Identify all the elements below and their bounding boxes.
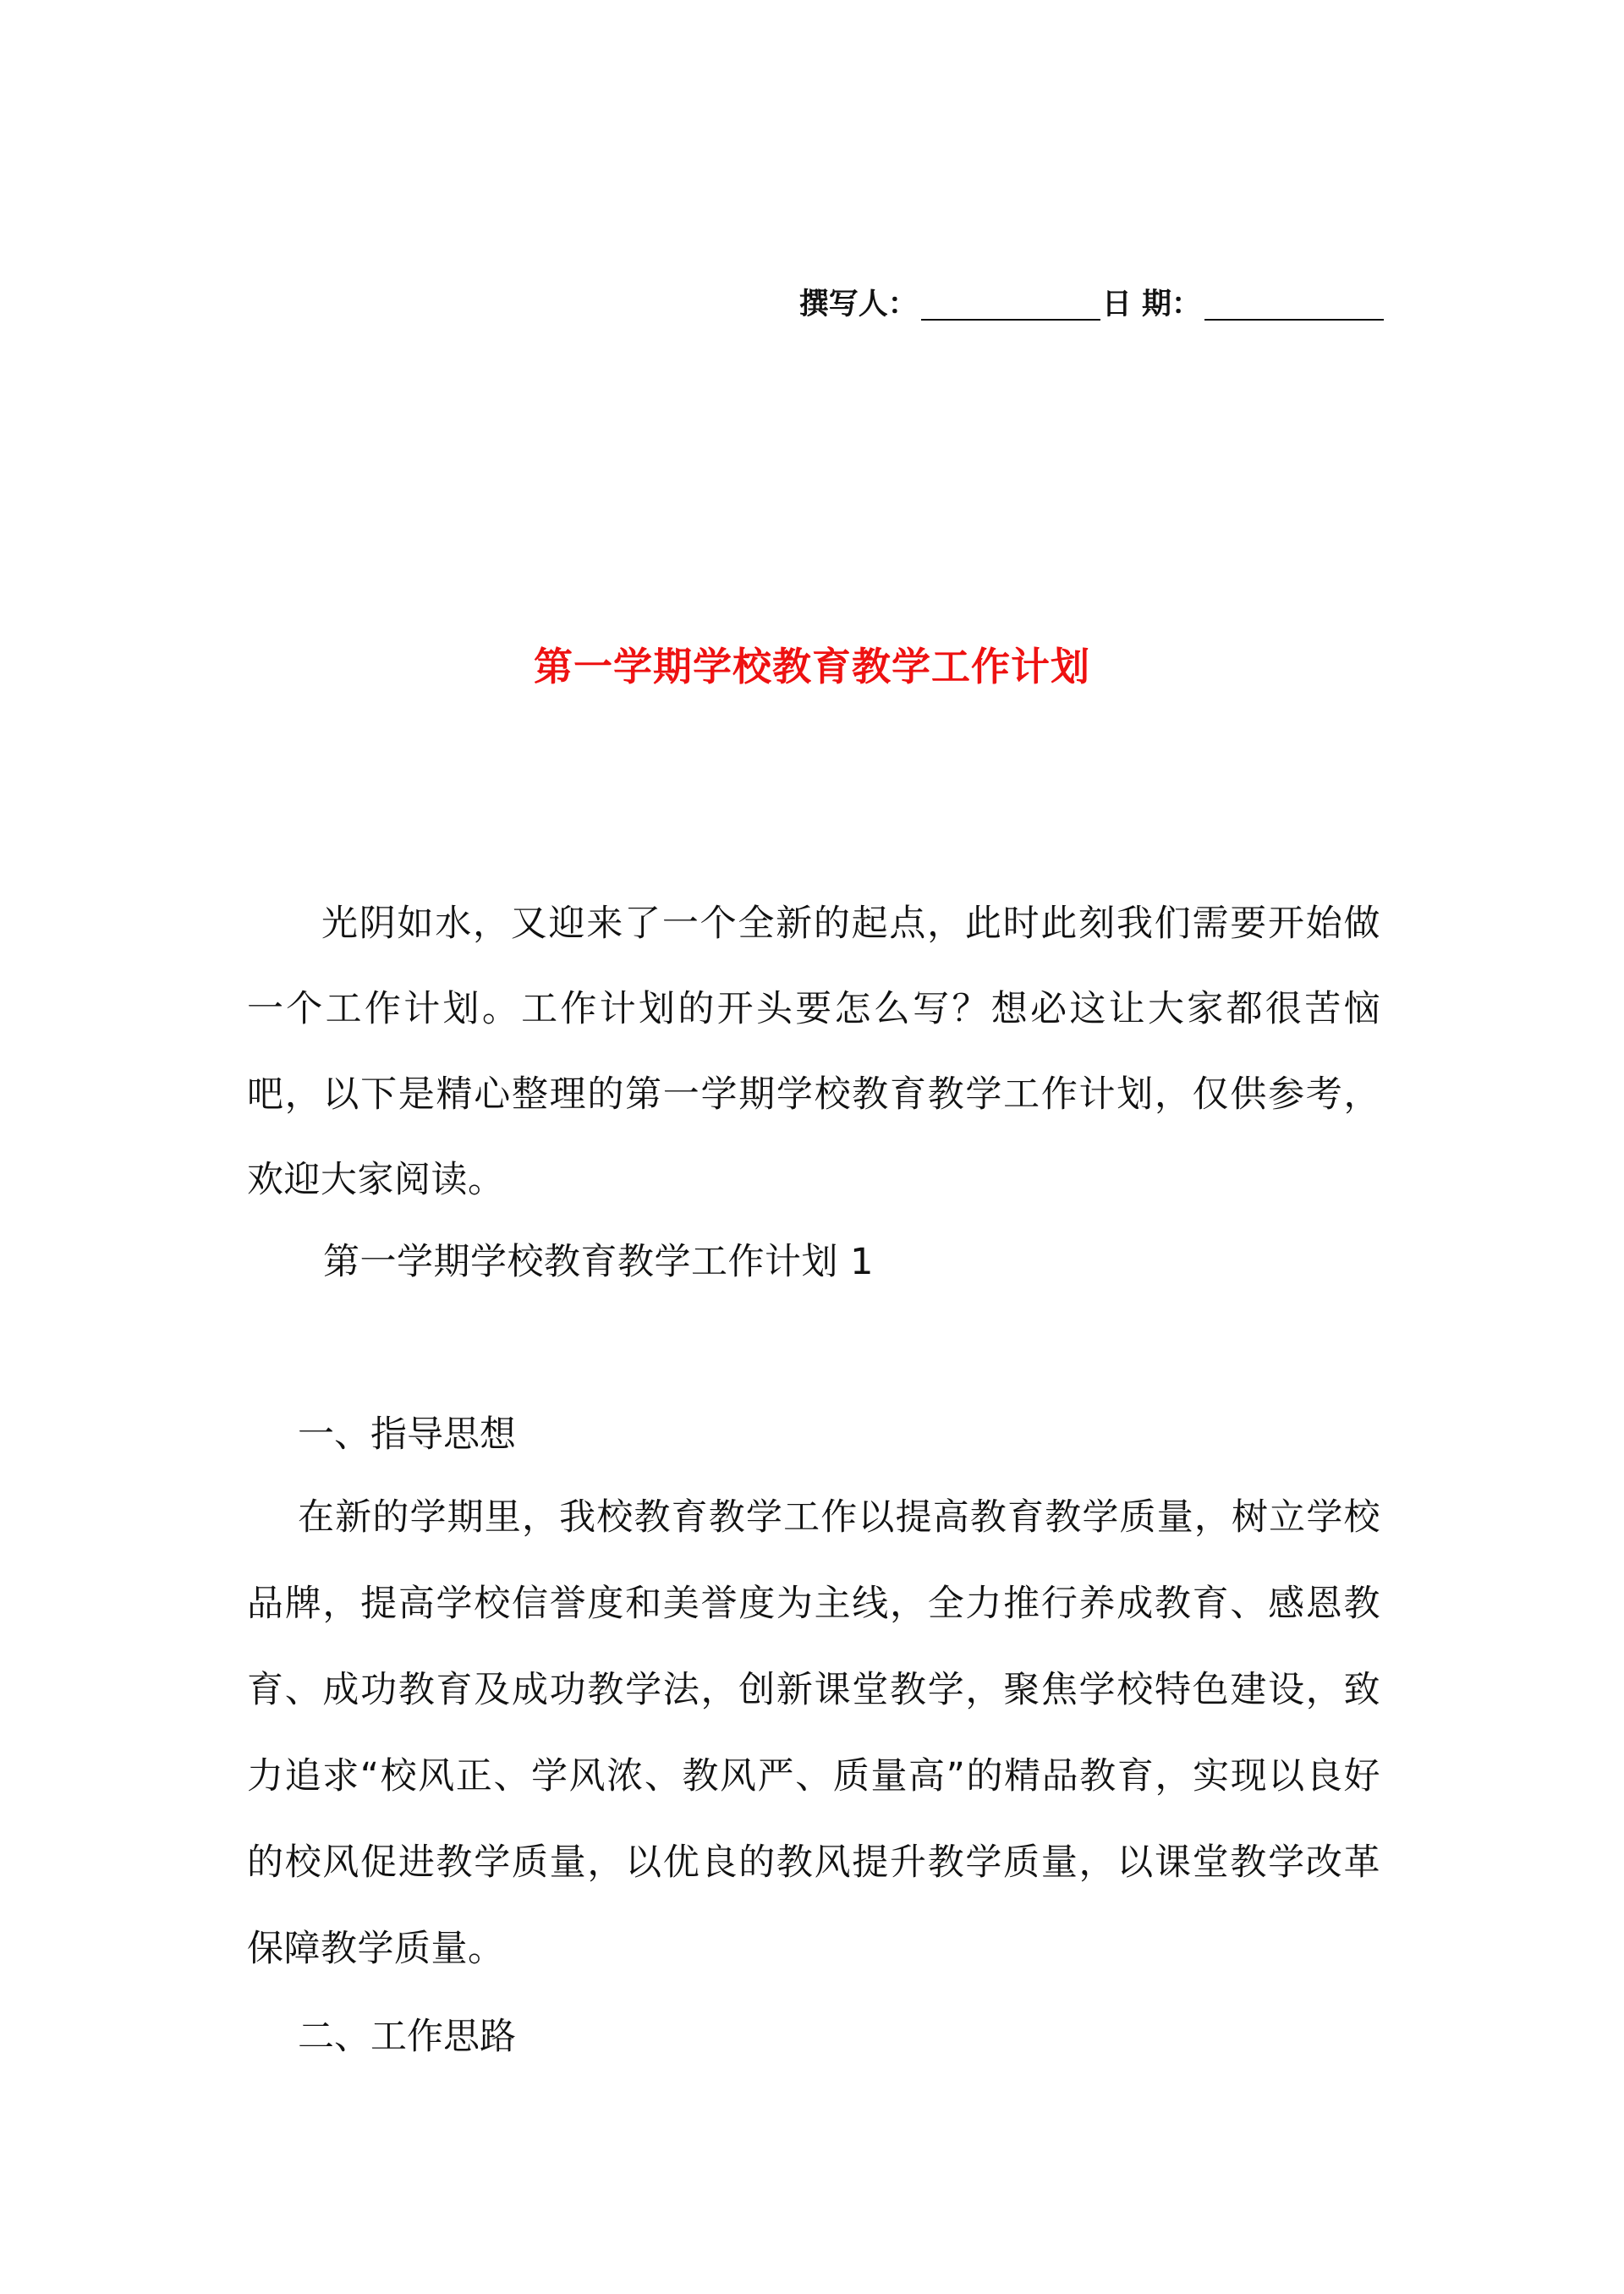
date-label: 日 期： <box>1101 288 1201 321</box>
author-date-line <box>799 283 1385 326</box>
author-blank <box>921 285 1100 321</box>
section1-heading: 一、指导思想 <box>298 1413 516 1456</box>
plan-subtitle: 第一学期学校教育教学工作计划 1 <box>323 1241 875 1283</box>
section2-heading: 二、工作思路 <box>298 2016 516 2058</box>
intro-paragraph: 光阴如水，又迎来了一个全新的起点，此时此刻我们需要开始做一个工作计划。工作计划的开头要怎么写？想必这让大家都很苦恼吧，以下是精心整理的第一学期学校教育教学工作计划，仅供参考，欢迎大家阅读。 <box>247 903 1380 1201</box>
author-label: 撰写人： <box>798 288 918 321</box>
section1-paragraph: 在新的学期里，我校教育教学工作以提高教育教学质量，树立学校品牌，提高学校信誉度和美誉度为主线，全力推行养成教育、感恩教育、成功教育及成功教学法，创新课堂教学，聚焦学校特色建设，致力追求“校风正、学风浓、教风严、质量高”的精品教育，实现以良好的校风促进教学质量，以优良的教风提升教学质量，以课堂教学改革保障教学质量。 <box>247 1496 1380 1970</box>
document-title: 第一学期学校教育教学工作计划 <box>534 644 1090 689</box>
date-blank <box>1204 285 1384 321</box>
